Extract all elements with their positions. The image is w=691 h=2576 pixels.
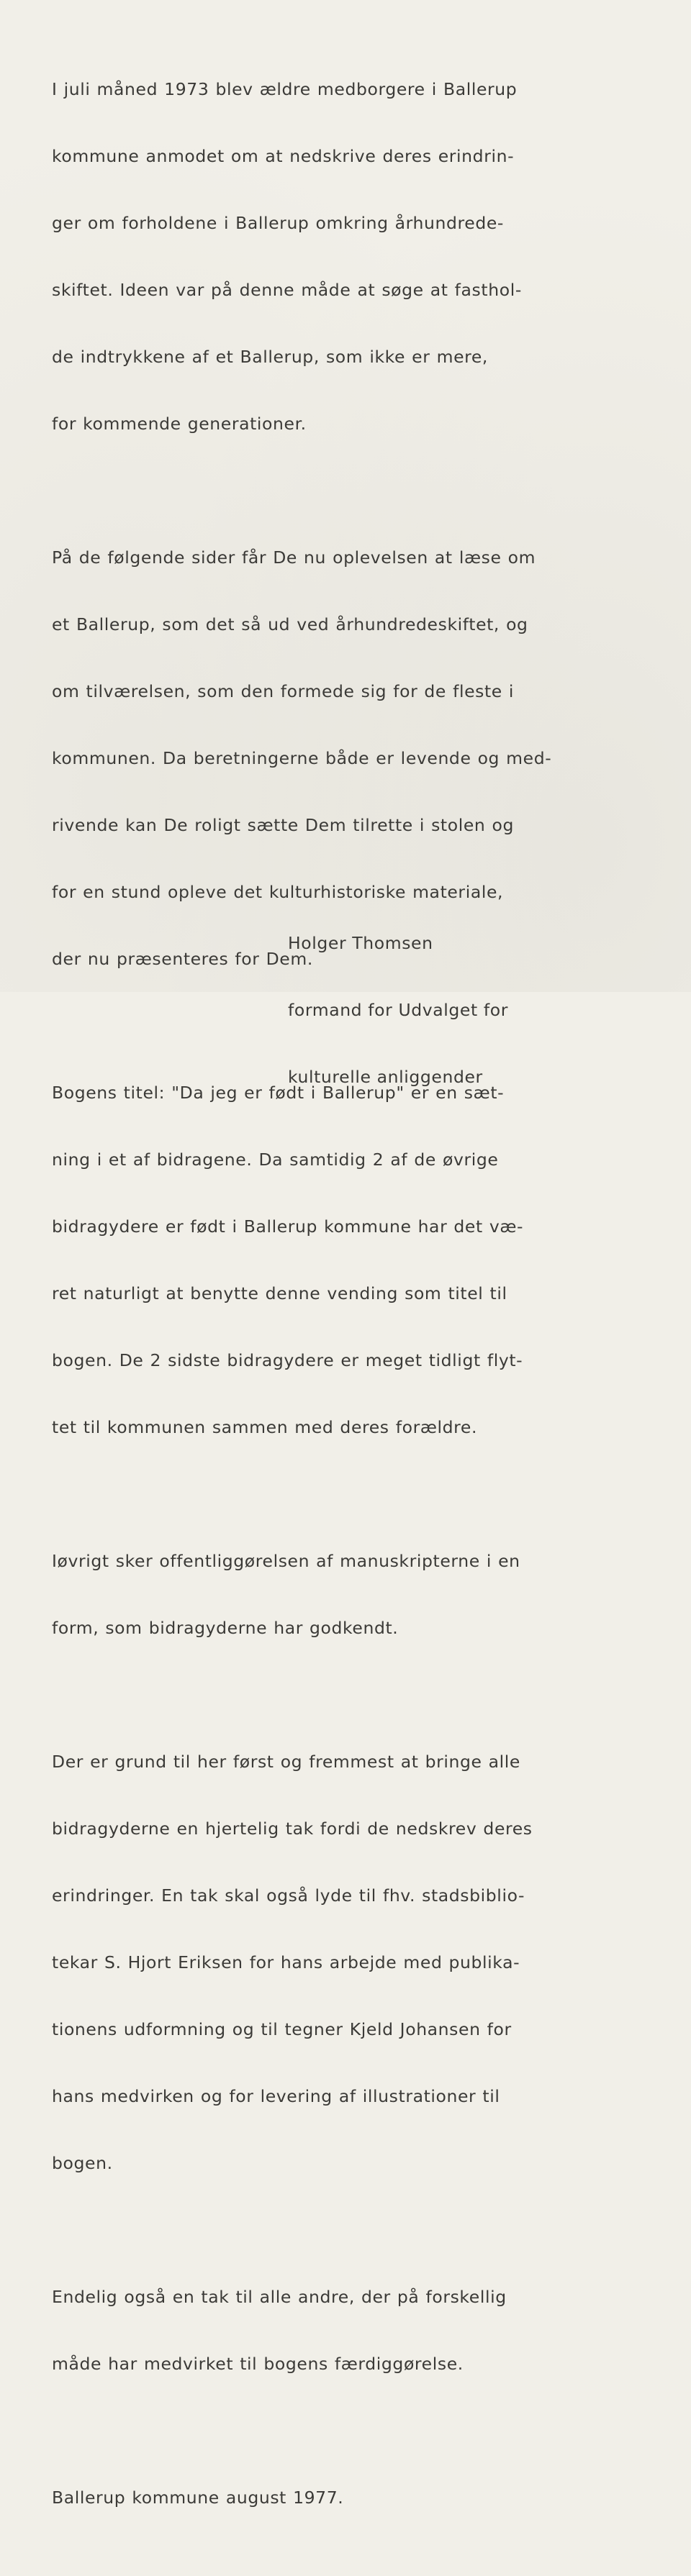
signature-title: kulturelle anliggender <box>288 1067 483 1087</box>
text-line: Der er grund til her først og fremmest at bringe alle <box>52 1752 520 1772</box>
paragraph-publication <box>52 1506 685 1684</box>
text-line: Endelig også en tak til alle andre, der på forskellig <box>52 2287 507 2307</box>
text-line: for kommende generationer. <box>52 414 307 434</box>
text-line: Ballerup kommune august 1977. <box>52 2488 344 2508</box>
text-line: kommune anmodet om at nedskrive deres erindrin- <box>52 146 515 166</box>
text-line: bogen. De 2 sidste bidragydere er meget tidligt flyt- <box>52 1350 523 1370</box>
text-line: om tilværelsen, som den formede sig for de fleste i <box>52 681 515 701</box>
text-line: tionens udformning og til tegner Kjeld Johansen for <box>52 2019 512 2039</box>
text-line: måde har medvirket til bogens færdiggørelse. <box>52 2354 464 2374</box>
place-and-date <box>52 2442 685 2554</box>
text-line: På de følgende sider får De nu oplevelsen at læse om <box>52 547 536 568</box>
text-line: ret naturligt at benytte denne vending som titel til <box>52 1283 507 1303</box>
text-line: tekar S. Hjort Eriksen for hans arbejde med publika- <box>52 1952 520 1972</box>
text-line: ger om forholdene i Ballerup omkring århundrede- <box>52 213 504 233</box>
text-line: kommunen. Da beretningerne både er levende og med- <box>52 748 552 768</box>
text-line: et Ballerup, som det så ud ved århundredeskiftet, og <box>52 614 528 634</box>
signature-name: Holger Thomsen <box>288 933 433 953</box>
text-line: rivende kan De roligt sætte Dem tilrette i stolen og <box>52 815 514 835</box>
text-line: tet til kommunen sammen med deres forældre. <box>52 1417 478 1437</box>
text-line: bidragyderne en hjertelig tak fordi de nedskrev deres <box>52 1819 533 1839</box>
text-line: erindringer. En tak skal også lyde til fhv. stadsbiblio- <box>52 1885 525 1906</box>
text-line: bidragydere er født i Ballerup kommune har det væ- <box>52 1216 524 1237</box>
text-line: hans medvirken og for levering af illustrationer til <box>52 2086 500 2106</box>
text-line: form, som bidragyderne har godkendt. <box>52 1618 399 1638</box>
paragraph-thanks <box>52 1706 685 2219</box>
document-body <box>52 34 685 2576</box>
text-line: skiftet. Ideen var på denne måde at søge at fasthol- <box>52 280 522 300</box>
text-line: for en stund opleve det kulturhistoriske materiale, <box>52 882 504 902</box>
paragraph-intro <box>52 34 685 480</box>
text-line: Iøvrigt sker offentliggørelsen af manuskripterne i en <box>52 1551 520 1571</box>
text-line: bogen. <box>52 2153 113 2173</box>
text-line: de indtrykkene af et Ballerup, som ikke er mere, <box>52 347 488 367</box>
text-line: der nu præsenteres for Dem. <box>52 949 313 969</box>
text-line: I juli måned 1973 blev ældre medborgere i Ballerup <box>52 79 518 99</box>
text-line: Bogens titel: "Da jeg er født i Ballerup" er en sæt- <box>52 1083 505 1103</box>
paragraph-final-thanks <box>52 2242 685 2420</box>
signature-title: formand for Udvalget for <box>288 1000 508 1020</box>
signature-block <box>288 888 508 1133</box>
text-line: ning i et af bidragene. Da samtidig 2 af de øvrige <box>52 1150 499 1170</box>
